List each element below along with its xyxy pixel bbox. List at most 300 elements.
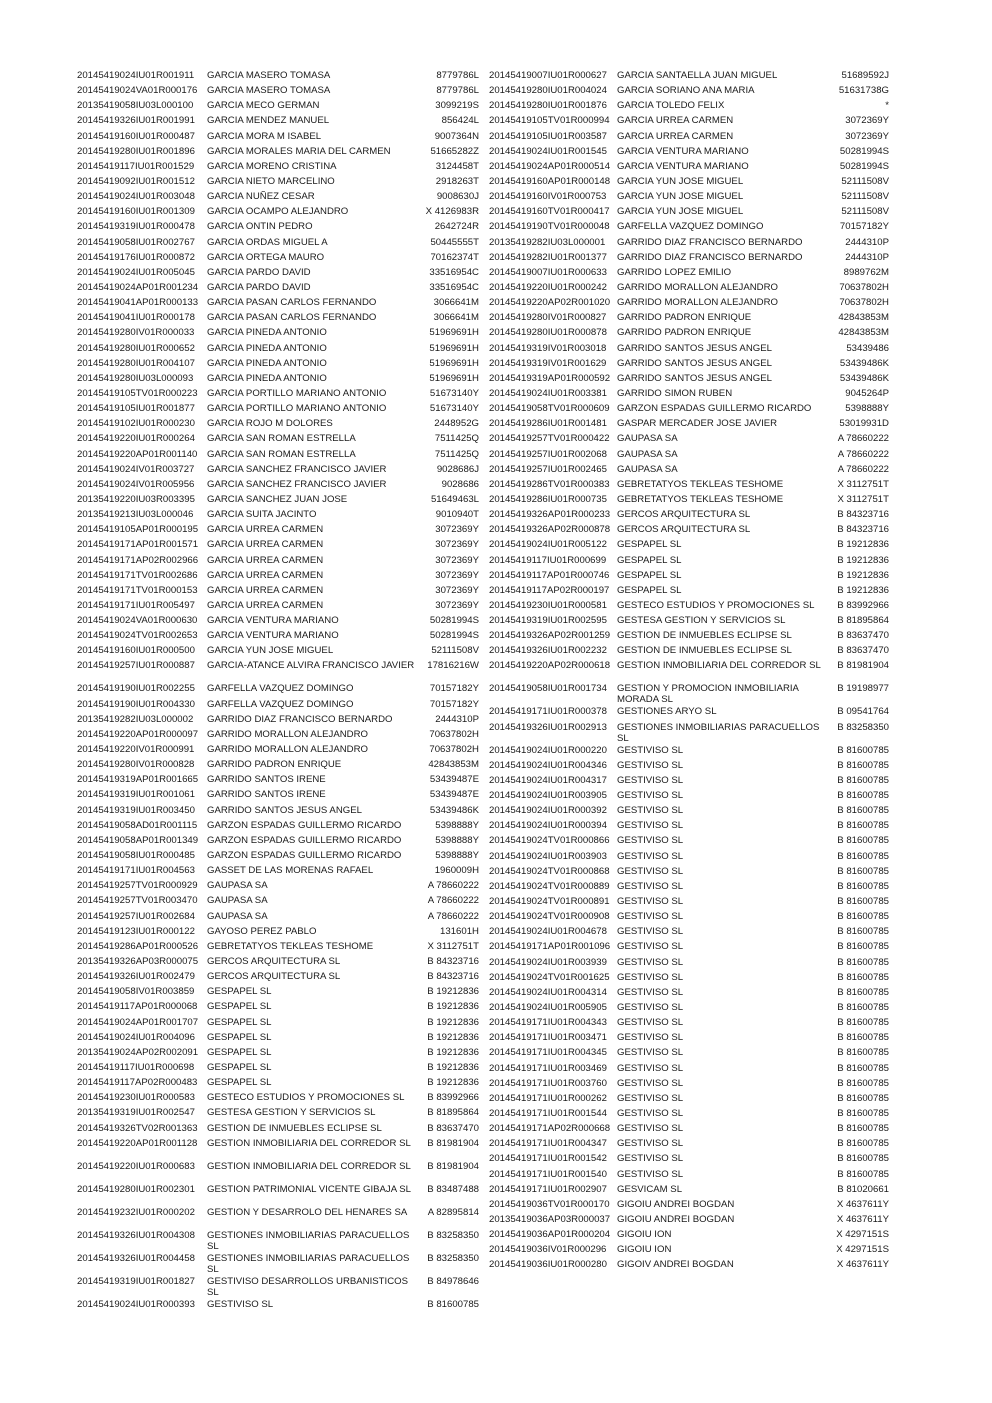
record-code: 20145419117AP01R000746 (489, 569, 610, 581)
list-item (77, 1062, 479, 1077)
holder-name: GARCIA OCAMPO ALEJANDRO (207, 206, 349, 218)
list-item (77, 131, 479, 146)
tax-id: 52111508V (431, 645, 479, 657)
record-code: 20145419058IU01R001734 (489, 683, 607, 695)
holder-name: GARCIA YUN JOSE MIGUEL (617, 206, 744, 218)
record-code: 20145419160IU01R001309 (77, 206, 195, 218)
list-item (77, 449, 479, 464)
tax-id: 42843853M (428, 759, 479, 771)
tax-id: B 81600785 (837, 971, 889, 983)
tax-id: X 4637611Y (836, 1213, 889, 1225)
list-item (489, 706, 889, 721)
record-code: 20145419041IU01R000178 (77, 312, 195, 324)
record-code: 20145419117AP02R000483 (77, 1077, 198, 1089)
tax-id: 51665282Z (430, 145, 479, 157)
tax-id: X 4126983R (425, 206, 479, 218)
list-item (77, 509, 479, 524)
list-item (489, 403, 889, 418)
list-item (489, 100, 889, 115)
list-item (77, 729, 479, 744)
record-code: 20145419024AP01R000514 (489, 160, 611, 172)
record-code: 20145419024IU01R004317 (489, 774, 607, 786)
record-code: 20145419280IU01R004024 (489, 85, 607, 97)
list-item (489, 957, 889, 972)
list-item (77, 1092, 479, 1107)
list-item (77, 524, 479, 539)
holder-name: GARCIA MORALES MARIA DEL CARMEN (207, 145, 391, 157)
holder-name: GESPAPEL SL (617, 539, 682, 551)
tax-id: 2444310P (845, 251, 889, 263)
holder-name: GARCIA TOLEDO FELIX (617, 100, 725, 112)
record-code: 20145419220AP01R001140 (77, 448, 198, 460)
list-item (77, 146, 479, 161)
tax-id: B 81895864 (427, 1107, 479, 1119)
list-item (77, 85, 479, 100)
holder-name: GARRIDO SANTOS JESUS ANGEL (617, 342, 772, 354)
record-code: 20145419280IU01R001896 (77, 145, 195, 157)
tax-id: X 4637611Y (836, 1259, 889, 1271)
record-code: 20145419024TV01R000908 (489, 911, 610, 923)
tax-id: 52111508V (841, 206, 889, 218)
record-code: 20145419036AP01R000204 (489, 1229, 611, 1241)
list-item (489, 722, 889, 745)
tax-id: 42843853M (838, 327, 889, 339)
holder-name: GARRIDO SANTOS JESUS ANGEL (617, 372, 772, 384)
list-item (489, 343, 889, 358)
list-item (77, 895, 479, 910)
record-code: 20145419171IU01R005497 (77, 599, 195, 611)
tax-id: 51673140Y (429, 403, 479, 415)
record-code: 20145419171IU01R001542 (489, 1153, 607, 1165)
tax-id: 51969691H (429, 327, 479, 339)
list-item (489, 600, 889, 615)
tax-id: 3072369Y (435, 524, 479, 536)
record-code: 20145419326AP02R000878 (489, 524, 611, 536)
holder-name: GESTION DE INMUEBLES ECLIPSE SL (617, 645, 792, 657)
list-item (489, 683, 889, 706)
list-item (489, 494, 889, 509)
list-item (489, 585, 889, 600)
record-code: 20145419257TV01R000929 (77, 880, 198, 892)
record-code: 20145419326IU01R004458 (77, 1252, 195, 1264)
holder-name: GARCIA VENTURA MARIANO (617, 160, 749, 172)
list-item (489, 176, 889, 191)
record-code: 20145419024IU01R003048 (77, 191, 195, 203)
tax-id: 53439486K (429, 804, 479, 816)
holder-name: GESTION PATRIMONIAL VICENTE GIBAJA SL (207, 1183, 411, 1195)
list-item (77, 1230, 479, 1253)
record-code: 20145419123IU01R000122 (77, 925, 195, 937)
list-item (489, 790, 889, 805)
holder-name: GEBRETATYOS TEKLEAS TESHOME (207, 940, 374, 952)
record-code: 20145419024VA01R000176 (77, 85, 198, 97)
holder-name: GARCIA URREA CARMEN (617, 130, 734, 142)
record-code: 20145419326IU01R002479 (77, 971, 195, 983)
record-code: 20145419041AP01R000133 (77, 297, 199, 309)
list-item (77, 343, 479, 358)
holder-name: GARCIA SAN ROMAN ESTRELLA (207, 433, 356, 445)
tax-id: B 83992966 (837, 599, 889, 611)
list-item (77, 585, 479, 600)
holder-name: GARRIDO MORALLON ALEJANDRO (617, 297, 778, 309)
record-code: 20145419257TV01R000422 (489, 433, 610, 445)
record-code: 20145419105TV01R000994 (489, 115, 610, 127)
tax-id: B 19212836 (427, 1046, 479, 1058)
list-item (489, 1138, 889, 1153)
record-code: 20145419171IU01R000378 (489, 706, 607, 718)
list-item (77, 630, 479, 645)
list-item (489, 660, 889, 683)
list-item (489, 449, 889, 464)
holder-name: GARCIA NIETO MARCELINO (207, 175, 335, 187)
holder-name: GESTIONES ARYO SL (617, 706, 717, 718)
holder-name: GARCIA SUITA JACINTO (207, 509, 317, 521)
tax-id: 2642724R (434, 221, 479, 233)
tax-id: A 78660222 (427, 910, 479, 922)
list-item (77, 388, 479, 403)
list-item (489, 1123, 889, 1138)
list-item (77, 1207, 479, 1230)
list-item (489, 881, 889, 896)
tax-id: B 81981904 (427, 1137, 479, 1149)
holder-name: GESTIVISO SL (617, 1002, 684, 1014)
holder-name: GESPAPEL SL (207, 1001, 272, 1013)
list-item (77, 683, 479, 698)
holder-name: GARRIDO SANTOS JESUS ANGEL (207, 804, 362, 816)
record-code: 20145419105IU01R001877 (77, 403, 195, 415)
tax-id: 33516954C (429, 281, 479, 293)
holder-name: GARCIA YUN JOSE MIGUEL (617, 175, 744, 187)
tax-id: B 81600785 (837, 865, 889, 877)
record-code: 20145419171AP02R000668 (489, 1123, 611, 1135)
holder-name: GEBRETATYOS TEKLEAS TESHOME (617, 493, 784, 505)
tax-id: 3072369Y (435, 554, 479, 566)
holder-name: GESTIVISO SL (617, 1123, 684, 1135)
tax-id: B 81600785 (837, 805, 889, 817)
list-item (489, 1017, 889, 1032)
holder-name: GESTION INMOBILIARIA DEL CORREDOR SL (207, 1160, 411, 1172)
list-item (489, 161, 889, 176)
list-item (489, 570, 889, 585)
holder-name: GESPAPEL SL (207, 1046, 272, 1058)
list-item (77, 600, 479, 615)
holder-name: GESPAPEL SL (207, 1031, 272, 1043)
tax-id: X 4637611Y (836, 1198, 889, 1210)
tax-id: X 3112751T (427, 940, 479, 952)
holder-name: GESTION INMOBILIARIA DEL CORREDOR SL (207, 1137, 411, 1149)
record-code: 20145419280IU01R000878 (489, 327, 607, 339)
record-code: 20145419117AP02R000197 (489, 584, 610, 596)
record-code: 20145419171TV01R002686 (77, 569, 198, 581)
tax-id: 51673140Y (429, 387, 479, 399)
record-code: 20145419171IU01R004563 (77, 865, 195, 877)
holder-name: GIGOIU ION (617, 1229, 672, 1241)
tax-id: X 3112751T (837, 493, 889, 505)
holder-name: GESTIVISO SL (617, 1032, 684, 1044)
list-item (77, 403, 479, 418)
tax-id: B 83992966 (427, 1092, 479, 1104)
record-code: 20145419171IU01R000262 (489, 1092, 607, 1104)
list-item (77, 1107, 479, 1122)
tax-id: 51969691H (429, 342, 479, 354)
record-code: 20145419220IU01R000683 (77, 1160, 195, 1172)
tax-id: B 81600785 (837, 820, 889, 832)
tax-id: 42843853M (838, 312, 889, 324)
record-code: 20145419319IV01R003018 (489, 342, 607, 354)
list-item (77, 865, 479, 880)
tax-id: B 81600785 (427, 1298, 479, 1310)
record-code: 20135419326AP03R000075 (77, 956, 199, 968)
tax-id: 3072369Y (845, 115, 889, 127)
tax-id: X 3112751T (837, 478, 889, 490)
list-item (489, 524, 889, 539)
tax-id: B 81020661 (837, 1183, 889, 1195)
record-code: 20145419171AP01R001571 (77, 539, 199, 551)
tax-id: B 81600785 (837, 1062, 889, 1074)
tax-id: B 81600785 (837, 1092, 889, 1104)
holder-name: GESTIVISO SL (617, 926, 684, 938)
tax-id: B 83258350 (427, 1252, 479, 1264)
holder-name: GESPAPEL SL (617, 554, 682, 566)
list-item (489, 760, 889, 775)
record-code: 20145419282IU01R001377 (489, 251, 607, 263)
list-item (77, 971, 479, 986)
tax-id: 70157182Y (429, 683, 479, 695)
tax-id: 52111508V (841, 191, 889, 203)
tax-id: B 81600785 (837, 1047, 889, 1059)
holder-name: GARZON ESPADAS GUILLERMO RICARDO (207, 850, 402, 862)
holder-name: GARRIDO PADRON ENRIQUE (617, 327, 752, 339)
holder-name: GESTIVISO SL (617, 986, 684, 998)
tax-id: 3072369Y (435, 599, 479, 611)
tax-id: B 83637470 (837, 645, 889, 657)
holder-name: GAUPASA SA (207, 910, 268, 922)
record-code: 20145419319IU01R001061 (77, 789, 195, 801)
record-code: 20145419092IU01R001512 (77, 175, 195, 187)
tax-id: B 84323716 (837, 509, 889, 521)
record-code: 20145419220IV01R000991 (77, 744, 195, 756)
record-code: 20145419171IU01R003471 (489, 1032, 607, 1044)
list-item (489, 191, 889, 206)
record-code: 20145419286TV01R000383 (489, 478, 610, 490)
record-code: 20145419024TV01R000866 (489, 835, 610, 847)
holder-name: GARRIDO DIAZ FRANCISCO BERNARDO (617, 251, 803, 263)
holder-name: GARCIA PINEDA ANTONIO (207, 357, 327, 369)
holder-name: GESTIVISO SL (617, 896, 684, 908)
record-code: 20135419282IU03L000001 (489, 236, 606, 248)
list-item (77, 615, 479, 630)
holder-name: GARCIA PINEDA ANTONIO (207, 372, 327, 384)
record-code: 20145419007IU01R000627 (489, 70, 607, 81)
record-code: 20145419319AP01R000592 (489, 372, 611, 384)
tax-id: 53439487E (429, 774, 479, 786)
list-item (489, 252, 889, 267)
record-code: 20145419171IU01R002907 (489, 1183, 607, 1195)
holder-name: GASSET DE LAS MORENAS RAFAEL (207, 865, 374, 877)
holder-name: GESTIVISO SL (617, 820, 684, 832)
holder-name: GARRIDO DIAZ FRANCISCO BERNARDO (207, 713, 393, 725)
list-item (77, 100, 479, 115)
record-code: 20145419326TV02R001363 (77, 1122, 198, 1134)
record-code: 20145419117IU01R001529 (77, 160, 195, 172)
list-item (77, 926, 479, 941)
tax-id: B 81600785 (837, 880, 889, 892)
tax-id: X 4297151S (836, 1229, 889, 1241)
holder-name: GESTECO ESTUDIOS Y PROMOCIONES SL (207, 1092, 405, 1104)
list-item (77, 115, 479, 130)
tax-id: 53439486K (839, 357, 889, 369)
tax-id: 70637802H (839, 281, 889, 293)
record-code: 20145419024AP01R001234 (77, 281, 199, 293)
left-column (77, 70, 479, 1314)
tax-id: 2444310P (845, 236, 889, 248)
tax-id: B 09541764 (837, 706, 889, 718)
holder-name: GARCIA URREA CARMEN (207, 554, 324, 566)
list-item (489, 464, 889, 479)
holder-name: GARCIA ROJO M DOLORES (207, 418, 333, 430)
tax-id: B 81981904 (837, 660, 889, 672)
holder-name: GERCOS ARQUITECTURA SL (617, 509, 751, 521)
list-item (489, 131, 889, 146)
list-item (77, 941, 479, 956)
list-item (77, 221, 479, 236)
holder-name: GARRIDO SIMON RUBEN (617, 387, 733, 399)
holder-name: GARRIDO PADRON ENRIQUE (207, 759, 342, 771)
record-code: 20145419280IU01R002301 (77, 1183, 195, 1195)
list-item (77, 699, 479, 714)
record-code: 20145419024IV01R005956 (77, 478, 195, 490)
holder-name: GESTIVISO SL (617, 744, 684, 756)
list-item (77, 1001, 479, 1016)
holder-name: GESTIVISO DESARROLLOS URBANISTICOS SL (207, 1275, 408, 1298)
record-code: 20145419105AP01R000195 (77, 524, 199, 536)
record-code: 20145419280IU01R000652 (77, 342, 195, 354)
tax-id: B 84323716 (837, 524, 889, 536)
record-code: 20145419326IU01R004308 (77, 1229, 195, 1241)
tax-id: B 81600785 (837, 790, 889, 802)
list-item (489, 615, 889, 630)
record-code: 20145419160TV01R000417 (489, 206, 610, 218)
holder-name: GARCIA URREA CARMEN (207, 584, 324, 596)
tax-id: B 19212836 (427, 1001, 479, 1013)
record-code: 20145419319IU01R000478 (77, 221, 195, 233)
holder-name: GARRIDO SANTOS IRENE (207, 789, 326, 801)
list-item (77, 986, 479, 1001)
list-item (77, 774, 479, 789)
tax-id: B 19212836 (427, 1062, 479, 1073)
tax-id: B 81600785 (837, 1123, 889, 1135)
list-item (489, 509, 889, 524)
list-item (77, 297, 479, 312)
holder-name: GARCIA PINEDA ANTONIO (207, 327, 327, 339)
holder-name: GAYOSO PEREZ PABLO (207, 925, 317, 937)
list-item (77, 494, 479, 509)
holder-name: GARCIA MENDEZ MANUEL (207, 115, 330, 127)
holder-name: GARRIDO MORALLON ALEJANDRO (207, 728, 368, 740)
record-code: 20145419319IU01R003450 (77, 804, 195, 816)
tax-id: A 78660222 (837, 433, 889, 445)
tax-id: B 81600785 (837, 1168, 889, 1180)
list-item (77, 312, 479, 327)
list-item (489, 1108, 889, 1123)
record-code: 20145419024IV01R003727 (77, 463, 195, 475)
list-item (77, 1184, 479, 1207)
holder-name: GESPAPEL SL (207, 1062, 272, 1073)
holder-name: GARCIA YUN JOSE MIGUEL (617, 191, 744, 203)
record-code: 20145419024TV01R001625 (489, 971, 610, 983)
record-code: 20145419024AP01R001707 (77, 1016, 199, 1028)
list-item (489, 1002, 889, 1017)
holder-name: GESTIVISO SL (617, 1153, 684, 1165)
record-code: 20145419024IU01R004096 (77, 1031, 195, 1043)
tax-id: 17816216W (427, 660, 479, 672)
holder-name: GESTIONES INMOBILIARIAS PARACUELLOS SL (207, 1229, 410, 1252)
record-code: 20145419058IV01R003859 (77, 986, 195, 998)
record-code: 20145419190IU01R004330 (77, 698, 195, 710)
record-code: 20145419171IU01R001544 (489, 1108, 607, 1119)
record-code: 20145419024IU01R004678 (489, 926, 607, 938)
list-item (77, 1032, 479, 1047)
record-code: 20145419105TV01R000223 (77, 387, 198, 399)
record-code: 20145419036IV01R000296 (489, 1244, 607, 1256)
holder-name: GESPAPEL SL (207, 986, 272, 998)
record-code: 20145419171AP02R002966 (77, 554, 199, 566)
list-item (77, 1276, 479, 1299)
record-code: 20145419220AP01R001128 (77, 1137, 198, 1149)
list-item (77, 176, 479, 191)
record-code: 20145419058TV01R000609 (489, 403, 610, 415)
tax-id: B 81600785 (837, 744, 889, 756)
list-item (77, 418, 479, 433)
list-item (77, 570, 479, 585)
tax-id: 70637802H (839, 297, 889, 309)
tax-id: 3072369Y (435, 569, 479, 581)
record-code: 20145419024IU01R000220 (489, 744, 607, 756)
tax-id: A 78660222 (427, 895, 479, 907)
holder-name: GARCIA SORIANO ANA MARIA (617, 85, 755, 97)
tax-id: B 19212836 (837, 584, 889, 596)
holder-name: GIGOIU ION (617, 1244, 672, 1256)
holder-name: GAUPASA SA (617, 433, 678, 445)
tax-id: B 81600785 (837, 850, 889, 862)
tax-id: 3072369Y (435, 584, 479, 596)
tax-id: 2444310P (435, 713, 479, 725)
tax-id: 33516954C (429, 266, 479, 278)
tax-id: 50281994S (429, 615, 479, 627)
record-code: 20145419220AP02R001020 (489, 297, 611, 309)
list-item (77, 358, 479, 373)
tax-id: B 81600785 (837, 1108, 889, 1119)
list-item (77, 539, 479, 554)
tax-id: 3099219S (435, 100, 479, 112)
list-item (489, 85, 889, 100)
record-code: 20135419024AP02R002091 (77, 1046, 199, 1058)
tax-id: 5398888Y (435, 850, 479, 862)
record-code: 20145419326AP01R000233 (489, 509, 611, 521)
tax-id: 52111508V (841, 175, 889, 187)
tax-id: A 78660222 (837, 463, 889, 475)
list-item (489, 775, 889, 790)
record-code: 20145419171IU01R003760 (489, 1077, 607, 1089)
record-code: 20145419326IU01R002913 (489, 721, 607, 733)
list-item (489, 1244, 889, 1259)
holder-name: GARCIA YUN JOSE MIGUEL (207, 645, 334, 657)
holder-name: GARCIA ONTIN PEDRO (207, 221, 313, 233)
tax-id: 3072369Y (435, 539, 479, 551)
tax-id: B 81600785 (837, 986, 889, 998)
holder-name: GARCIA ORTEGA MAURO (207, 251, 325, 263)
tax-id: 50445555T (430, 236, 479, 248)
